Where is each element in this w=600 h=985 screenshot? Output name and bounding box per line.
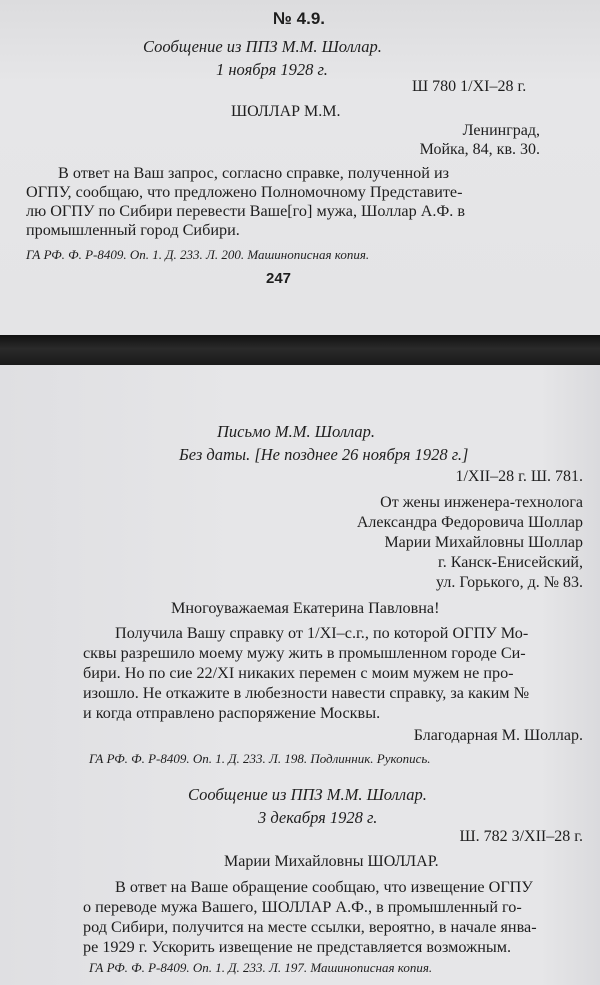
registry-reference: Ш 780 1/XI–28 г. [412, 78, 527, 95]
archive-source: ГА РФ. Ф. Р-8409. Оп. 1. Д. 233. Л. 200. Машинописная копия. [26, 247, 370, 262]
signature: Благодарная М. Шоллар. [413, 727, 583, 744]
sender-line: От жены инженера-технолога [380, 494, 583, 511]
letter-title: Письмо М.М. Шоллар. [217, 422, 376, 441]
document-number: № 4.9. [273, 9, 326, 28]
registry-reference: 1/XII–28 г. Ш. 781. [455, 468, 583, 485]
body-line: промышленный город Сибири. [26, 221, 240, 239]
archive-source: ГА РФ. Ф. Р-8409. Оп. 1. Д. 233. Л. 198. Подлинник. Рукопись. [89, 751, 431, 766]
sender-line: ул. Горького, д. № 83. [436, 574, 583, 591]
addressee-name: ШОЛЛАР М.М. [231, 103, 341, 120]
body-line: и когда отправлено распоряжение Москвы. [83, 704, 381, 722]
body-line: род Сибири, получится на месте ссылки, вероятно, в начале янва- [83, 918, 537, 936]
letter-date: Без даты. [Не позднее 26 ноября 1928 г.] [179, 445, 469, 464]
sender-line: Марии Михайловны Шоллар [384, 534, 583, 551]
document-date: 1 ноября 1928 г. [216, 60, 328, 79]
document-date: 3 декабря 1928 г. [258, 808, 378, 827]
body-line: Получила Вашу справку от 1/XI–с.г., по которой ОГПУ Мо- [115, 624, 529, 642]
body-line: В ответ на Ваш запрос, согласно справке, полученной из [58, 164, 450, 182]
registry-reference: Ш. 782 3/XII–28 г. [459, 828, 583, 845]
document-title: Сообщение из ППЗ М.М. Шоллар. [188, 785, 427, 804]
body-line: о переводе мужа Вашего, ШОЛЛАР А.Ф., в промышленный го- [83, 898, 522, 916]
body-line: сквы разрешило моему мужу жить в промышленном городе Си- [83, 644, 526, 662]
document-title: Сообщение из ППЗ М.М. Шоллар. [143, 37, 382, 56]
body-line: В ответ на Ваше обращение сообщаю, что извещение ОГПУ [115, 878, 533, 896]
page-number: 247 [266, 270, 292, 287]
addressee-city: Ленинград, [462, 122, 540, 139]
greeting: Многоуважаемая Екатерина Павловна! [171, 599, 440, 617]
sender-line: Александра Федоровича Шоллар [356, 514, 583, 531]
body-line: ре 1929 г. Ускорить извещение не представляется возможным. [83, 938, 512, 956]
page-divider [0, 335, 600, 365]
addressee-name: Марии Михайловны ШОЛЛАР. [224, 853, 439, 870]
addressee-address: Мойка, 84, кв. 30. [419, 141, 540, 158]
sender-line: г. Канск-Енисейский, [438, 554, 583, 571]
body-line: бири. Но по сие 22/XI никаких перемен с моим мужем не про- [83, 664, 514, 682]
body-line: изошло. Не откажите в любезности навести справку, за каким № [83, 684, 530, 702]
body-line: ОГПУ, сообщаю, что предложено Полномочному Представите- [26, 183, 463, 201]
archive-source: ГА РФ. Ф. Р-8409. Оп. 1. Д. 233. Л. 197. Машинописная копия. [89, 960, 433, 975]
bottom-page-scan [0, 365, 600, 985]
body-line: лю ОГПУ по Сибири перевести Ваше[го] мужа, Шоллар А.Ф. в [26, 202, 465, 220]
top-page-scan [0, 0, 600, 335]
